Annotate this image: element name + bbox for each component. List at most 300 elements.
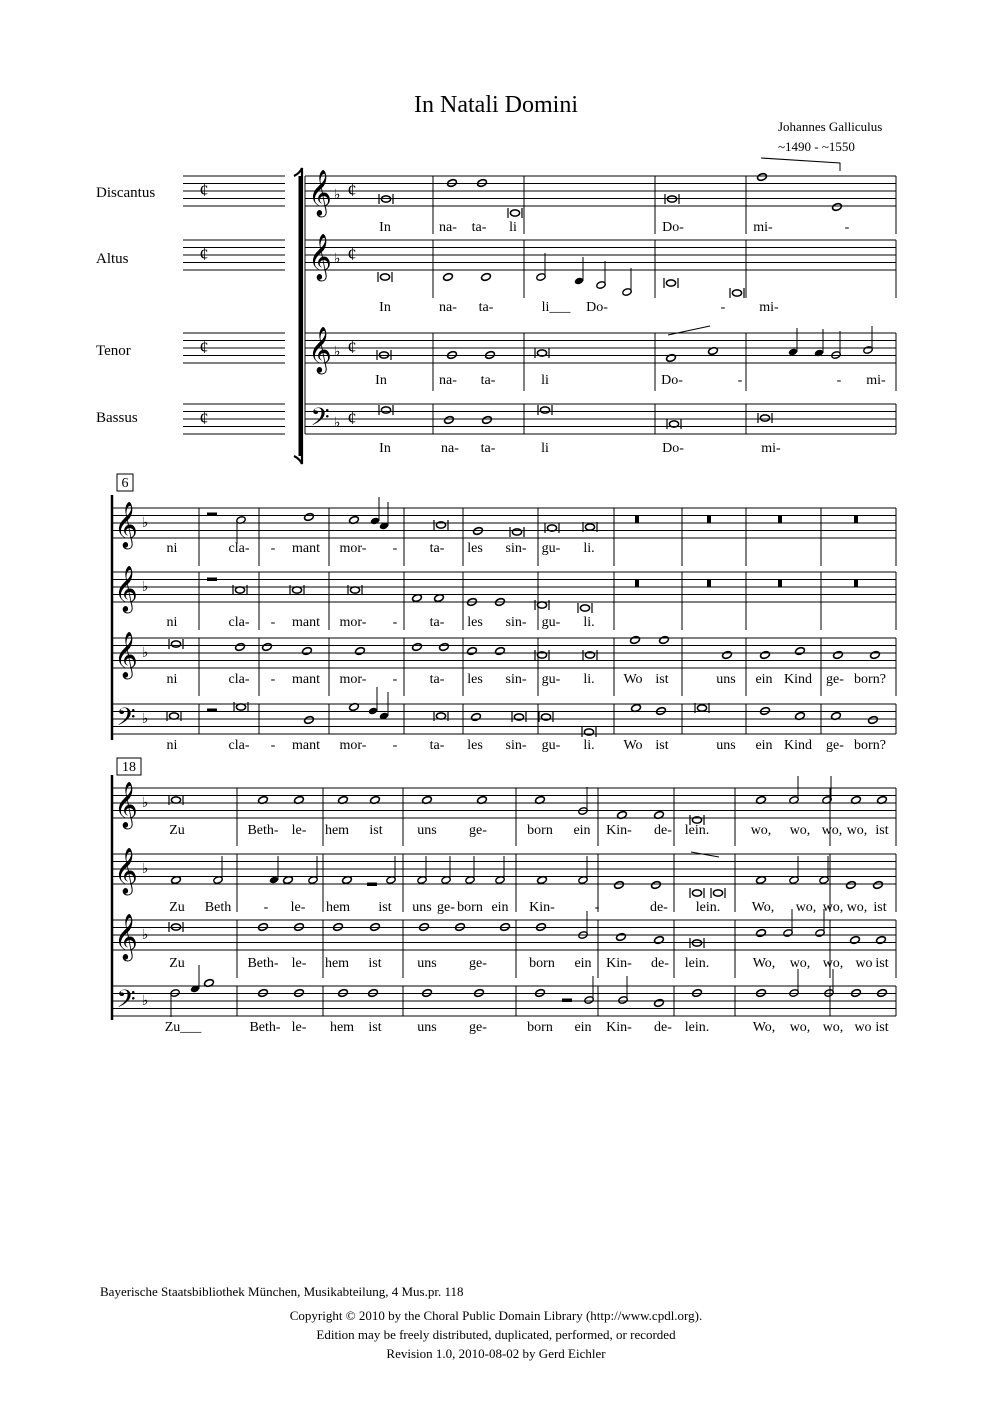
lyric-syllable: li	[509, 220, 517, 235]
lyric-syllable: ge-	[826, 738, 844, 753]
half-note	[386, 856, 396, 884]
ligature-bracket	[668, 326, 710, 335]
bass-clef-icon: 𝄢	[116, 704, 136, 737]
whole-note	[614, 881, 625, 890]
lyric-syllable: ta-	[480, 373, 496, 388]
lyric-syllable: lein.	[684, 823, 710, 838]
lyric-syllable: le-	[291, 1020, 307, 1035]
lyric-syllable: uns	[716, 738, 736, 753]
lyric-syllable: -	[270, 541, 276, 556]
lyric-syllable: li	[541, 441, 549, 456]
lyric-syllable: ge-	[469, 1020, 487, 1035]
staff-system-1	[305, 404, 896, 434]
breve-notehead	[380, 274, 389, 280]
lyric-syllable: Zu	[169, 956, 185, 971]
flat-sign-icon: ♭	[141, 994, 149, 1009]
half-note	[618, 976, 628, 1004]
lyric-syllable: na-	[439, 373, 457, 388]
whole-note	[302, 647, 313, 656]
lyric-syllable: ist	[873, 900, 887, 915]
rest-sign	[635, 516, 639, 524]
treble-clef-icon: 𝄞	[308, 234, 332, 279]
rest-sign	[854, 580, 858, 588]
lyric-syllable: ein	[574, 1020, 592, 1035]
lyric-syllable: hem	[329, 1020, 355, 1035]
lyric-syllable: born?	[854, 738, 886, 753]
half-note	[495, 856, 505, 884]
whole-note	[870, 651, 881, 660]
breve-notehead	[379, 352, 388, 358]
whole-note	[422, 989, 433, 998]
cut-time-icon: ¢	[347, 180, 357, 200]
lyric-syllable: wo,	[821, 823, 843, 838]
lyric-syllable: Beth	[204, 900, 232, 915]
lyric-syllable: wo,	[789, 1020, 811, 1035]
breve-note	[233, 585, 247, 595]
breve-note	[379, 405, 393, 415]
half-note	[819, 856, 829, 884]
lyric-syllable: de-	[654, 1020, 672, 1035]
lyric-syllable: Zu	[169, 823, 185, 838]
cut-time-icon: ¢	[347, 244, 357, 264]
treble-clef-icon: 𝄞	[114, 914, 138, 959]
whole-note	[659, 636, 670, 645]
cut-time-icon: ¢	[199, 180, 209, 200]
whole-note	[722, 651, 733, 660]
breve-notehead	[692, 890, 701, 896]
lyric-syllable: In	[379, 220, 391, 235]
half-note	[236, 516, 246, 544]
whole-note	[656, 707, 667, 716]
lyric-syllable: ist	[875, 823, 889, 838]
rest-sign	[635, 580, 639, 588]
whole-note	[471, 713, 482, 722]
lyric-syllable: Zu	[169, 900, 185, 915]
breve-notehead	[510, 210, 519, 216]
lyric-syllable: gu-	[541, 738, 561, 753]
lyric-syllable: le-	[291, 823, 307, 838]
lyric-syllable: ta-	[429, 541, 445, 556]
half-note	[789, 776, 799, 804]
quarter-note	[190, 965, 200, 993]
lyric-syllable: wo,	[789, 956, 811, 971]
lyric-syllable: ta-	[429, 615, 445, 630]
lyric-syllable: -	[720, 300, 726, 315]
lyric-syllable: wo,	[795, 900, 817, 915]
lyric-syllable: -	[594, 900, 600, 915]
lyric-syllable: ist	[368, 1020, 382, 1035]
rest-sign	[778, 580, 782, 588]
lyric-syllable: uns	[417, 1020, 437, 1035]
lyric-syllable: sin-	[505, 541, 527, 556]
whole-note	[851, 989, 862, 998]
lyric-syllable: mant	[292, 738, 320, 753]
whole-note	[757, 173, 768, 182]
breve-note	[539, 712, 553, 722]
whole-note	[304, 716, 315, 725]
whole-note	[832, 203, 843, 212]
whole-note	[846, 881, 857, 890]
lyric-syllable: les	[467, 615, 483, 630]
lyric-syllable: Kin-	[529, 900, 555, 915]
lyric-syllable: ge-	[826, 672, 844, 687]
treble-clef-icon: 𝄞	[114, 848, 138, 893]
whole-note	[876, 936, 887, 945]
half-note	[465, 856, 475, 884]
lyric-syllable: na-	[439, 220, 457, 235]
lyric-syllable: -	[392, 541, 398, 556]
lyric-syllable: born	[527, 823, 553, 838]
half-note	[596, 261, 606, 289]
whole-note	[338, 989, 349, 998]
revision-note: Revision 1.0, 2010-08-02 by Gerd Eichler	[386, 1346, 606, 1361]
lyric-syllable: born	[527, 1020, 553, 1035]
measure-number: 18	[122, 760, 136, 775]
quarter-note	[788, 328, 798, 356]
breve-note	[730, 288, 744, 298]
lyric-syllable: Wo	[623, 672, 643, 687]
breve-note	[378, 272, 392, 282]
lyric-syllable: ni	[166, 738, 178, 753]
lyric-syllable: les	[467, 672, 483, 687]
cut-time-icon: ¢	[199, 337, 209, 357]
lyric-syllable: wo,	[822, 956, 844, 971]
whole-note	[760, 651, 771, 660]
bass-clef-icon: 𝄢	[310, 404, 330, 437]
lyric-syllable: Do-	[661, 373, 683, 388]
lyric-syllable: -	[270, 738, 276, 753]
lyric-syllable: ein	[574, 956, 592, 971]
lyric-syllable: In	[375, 373, 387, 388]
lyric-syllable: mant	[292, 541, 320, 556]
cut-time-icon: ¢	[199, 408, 209, 428]
breve-notehead	[580, 605, 589, 611]
breve-note	[583, 650, 597, 660]
lyric-syllable: uns	[716, 672, 736, 687]
lyric-syllable: mor-	[339, 738, 367, 753]
bass-clef-icon: 𝄢	[116, 986, 136, 1019]
breve-notehead	[692, 940, 701, 946]
whole-note	[333, 923, 344, 932]
half-note	[622, 268, 632, 296]
flat-sign-icon: ♭	[333, 345, 341, 360]
whole-note	[756, 929, 767, 938]
lyric-syllable: Wo,	[751, 900, 775, 915]
voice-label-tenor: Tenor	[96, 343, 131, 359]
flat-sign-icon: ♭	[333, 416, 341, 431]
ligature-bracket	[691, 852, 719, 857]
whole-note	[616, 933, 627, 942]
whole-note	[447, 179, 458, 188]
whole-note	[412, 643, 423, 652]
lyric-syllable: ge-	[469, 823, 487, 838]
lyric-syllable: born?	[854, 672, 886, 687]
cut-time-icon: ¢	[347, 337, 357, 357]
lyric-syllable: uns	[417, 823, 437, 838]
lyric-syllable: sin-	[505, 672, 527, 687]
rest-sign	[367, 883, 377, 887]
staff-system-1	[305, 176, 896, 206]
lyric-syllable: li___	[541, 300, 571, 315]
whole-note	[447, 351, 458, 360]
whole-note	[868, 716, 879, 725]
lyric-syllable: -	[737, 373, 743, 388]
lyric-syllable: -	[263, 900, 269, 915]
lyric-syllable: ge-	[437, 900, 455, 915]
flat-sign-icon: ♭	[141, 796, 149, 811]
rest-sign	[707, 580, 711, 588]
quarter-note	[379, 692, 389, 720]
whole-note	[258, 923, 269, 932]
lyric-syllable: gu-	[541, 615, 561, 630]
lyric-syllable: mi-	[759, 300, 779, 315]
whole-note	[235, 643, 246, 652]
quarter-note	[379, 502, 389, 530]
breve-notehead	[235, 587, 244, 593]
lyric-syllable: ta-	[429, 672, 445, 687]
whole-note	[474, 989, 485, 998]
incipit-staff	[183, 176, 285, 206]
lyric-syllable: wo,	[822, 1020, 844, 1035]
staff-system-2	[112, 638, 896, 668]
breve-notehead	[760, 415, 769, 421]
half-note	[578, 856, 588, 884]
whole-note	[482, 416, 493, 425]
breve-note	[169, 795, 183, 805]
whole-note	[355, 647, 366, 656]
lyric-syllable: mi-	[761, 441, 781, 456]
lyric-syllable: wo	[854, 1020, 872, 1035]
breve-notehead	[667, 196, 676, 202]
breve-note	[535, 600, 549, 610]
flat-sign-icon: ♭	[141, 928, 149, 943]
breve-note	[535, 650, 549, 660]
whole-note	[294, 989, 305, 998]
lyric-syllable: ni	[166, 615, 178, 630]
breve-note	[538, 405, 552, 415]
lyric-syllable: -	[836, 373, 842, 388]
lyric-syllable: li.	[583, 541, 595, 556]
composer-name: Johannes Galliculus	[778, 119, 883, 134]
lyric-syllable: born	[529, 956, 555, 971]
staff-system-1	[305, 240, 896, 270]
ligature-bracket	[761, 158, 840, 171]
voice-label-altus: Altus	[96, 251, 129, 267]
lyric-syllable: wo	[855, 956, 873, 971]
lyric-syllable: ist	[655, 672, 669, 687]
breve-note	[290, 585, 304, 595]
lyric-syllable: mi-	[866, 373, 886, 388]
lyric-syllable: born	[457, 900, 483, 915]
breve-note	[578, 603, 592, 613]
breve-notehead	[732, 290, 741, 296]
breve-note	[711, 888, 725, 898]
breve-notehead	[171, 641, 180, 647]
quarter-note	[574, 257, 584, 285]
staff-system-3	[112, 986, 896, 1016]
whole-note	[444, 416, 455, 425]
lyric-syllable: de-	[650, 900, 668, 915]
lyric-syllable: le-	[291, 956, 307, 971]
rest-sign	[778, 516, 782, 524]
treble-clef-icon: 𝄞	[114, 782, 138, 827]
lyric-syllable: Kind	[784, 672, 812, 687]
lyric-syllable: Beth-	[247, 823, 279, 838]
lyric-syllable: Zu___	[164, 1020, 202, 1035]
lyric-syllable: gu-	[541, 541, 561, 556]
lyric-syllable: Kin-	[606, 956, 632, 971]
whole-note	[630, 636, 641, 645]
whole-note	[477, 179, 488, 188]
lyric-syllable: mant	[292, 615, 320, 630]
lyric-syllable: Kind	[784, 738, 812, 753]
whole-note	[850, 936, 861, 945]
quarter-note	[368, 687, 378, 715]
lyric-syllable: -	[844, 220, 850, 235]
half-note	[308, 856, 318, 884]
breve-notehead	[381, 196, 390, 202]
breve-note	[434, 711, 448, 721]
lyric-syllable: na-	[441, 441, 459, 456]
treble-clef-icon: 𝄞	[114, 632, 138, 677]
page-title: In Natali Domini	[414, 92, 578, 118]
lyric-syllable: ta-	[471, 220, 487, 235]
breve-note	[508, 208, 522, 218]
half-note	[584, 976, 594, 1004]
whole-note	[473, 527, 484, 536]
whole-note	[370, 923, 381, 932]
lyric-syllable: li.	[583, 672, 595, 687]
voice-label-discantus: Discantus	[96, 185, 156, 201]
half-note	[213, 856, 223, 884]
lyric-syllable: ist	[875, 956, 889, 971]
lyric-syllable: ein	[755, 672, 773, 687]
rest-sign	[854, 516, 858, 524]
breve-note	[758, 413, 772, 423]
whole-note	[877, 989, 888, 998]
breve-note	[377, 350, 391, 360]
whole-note	[654, 999, 665, 1008]
treble-clef-icon: 𝄞	[308, 170, 332, 215]
lyric-syllable: mor-	[339, 541, 367, 556]
quarter-note	[370, 497, 380, 525]
half-note	[822, 776, 832, 804]
whole-note	[419, 923, 430, 932]
lyric-syllable: les	[467, 541, 483, 556]
rest-sign	[707, 516, 711, 524]
breve-notehead	[537, 602, 546, 608]
lyric-syllable: Beth-	[247, 956, 279, 971]
lyric-syllable: Beth-	[249, 1020, 281, 1035]
rest-sign	[207, 513, 217, 517]
lyric-syllable: Wo,	[752, 956, 776, 971]
lyric-syllable: Kin-	[606, 1020, 632, 1035]
cut-time-icon: ¢	[199, 244, 209, 264]
breve-notehead	[436, 713, 445, 719]
whole-note	[262, 643, 273, 652]
voice-label-bassus: Bassus	[96, 410, 138, 426]
lyric-syllable: gu-	[541, 672, 561, 687]
whole-note	[368, 989, 379, 998]
composer-dates: ~1490 - ~1550	[778, 139, 855, 154]
lyric-syllable: lein.	[695, 900, 721, 915]
whole-note	[485, 351, 496, 360]
treble-clef-icon: 𝄞	[114, 502, 138, 547]
whole-note	[455, 923, 466, 932]
flat-sign-icon: ♭	[141, 646, 149, 661]
source-note: Bayerische Staatsbibliothek München, Musikabteilung, 4 Mus.pr. 118	[100, 1284, 464, 1299]
lyric-syllable: In	[379, 300, 391, 315]
lyric-syllable: Wo,	[752, 1020, 776, 1035]
lyric-syllable: ist	[378, 900, 392, 915]
staff-system-1	[305, 333, 896, 363]
lyric-syllable: ist	[875, 1020, 889, 1035]
whole-note	[760, 707, 771, 716]
lyric-syllable: de-	[651, 956, 669, 971]
whole-note	[535, 989, 546, 998]
whole-note	[654, 936, 665, 945]
breve-notehead	[350, 587, 359, 593]
breve-notehead	[666, 280, 675, 286]
breve-note	[664, 278, 678, 288]
lyric-syllable: sin-	[505, 738, 527, 753]
whole-note	[304, 513, 315, 522]
half-note	[441, 856, 451, 884]
breve-notehead	[585, 524, 594, 530]
breve-note	[379, 194, 393, 204]
lyric-syllable: mi-	[753, 220, 773, 235]
lyric-syllable: cla-	[228, 541, 250, 556]
lyric-syllable: Wo	[623, 738, 643, 753]
staff-system-3	[112, 788, 896, 818]
lyric-syllable: hem	[324, 823, 350, 838]
copyright-note: Copyright © 2010 by the Choral Public Domain Library (http://www.cpdl.org).	[289, 1308, 703, 1323]
quarter-note	[269, 856, 279, 884]
breve-note	[690, 888, 704, 898]
lyric-syllable: li	[541, 373, 549, 388]
lyric-syllable: wo,	[846, 900, 868, 915]
lyric-syllable: ist	[368, 956, 382, 971]
breve-notehead	[713, 890, 722, 896]
half-note	[536, 253, 546, 281]
whole-note	[467, 647, 478, 656]
whole-note	[439, 643, 450, 652]
lyric-syllable: Kin-	[606, 823, 632, 838]
breve-note	[348, 585, 362, 595]
lyric-syllable: ge-	[469, 956, 487, 971]
lyric-syllable: ni	[166, 541, 178, 556]
whole-note	[258, 989, 269, 998]
breve-note	[667, 419, 681, 429]
breve-note	[690, 938, 704, 948]
lyric-syllable: Do-	[586, 300, 608, 315]
lyric-syllable: ist	[655, 738, 669, 753]
rest-sign	[562, 999, 572, 1003]
lyric-syllable: ta-	[480, 441, 496, 456]
breve-note	[545, 523, 559, 533]
lyric-syllable: hem	[325, 900, 351, 915]
lyric-syllable: wo,	[822, 900, 844, 915]
incipit-staff	[183, 333, 285, 363]
lyric-syllable: ta-	[478, 300, 494, 315]
whole-note	[666, 354, 677, 363]
flat-sign-icon: ♭	[141, 516, 149, 531]
flat-sign-icon: ♭	[141, 712, 149, 727]
breve-note	[434, 520, 448, 530]
breve-note	[167, 711, 181, 721]
whole-note	[294, 923, 305, 932]
lyric-syllable: wo,	[789, 823, 811, 838]
